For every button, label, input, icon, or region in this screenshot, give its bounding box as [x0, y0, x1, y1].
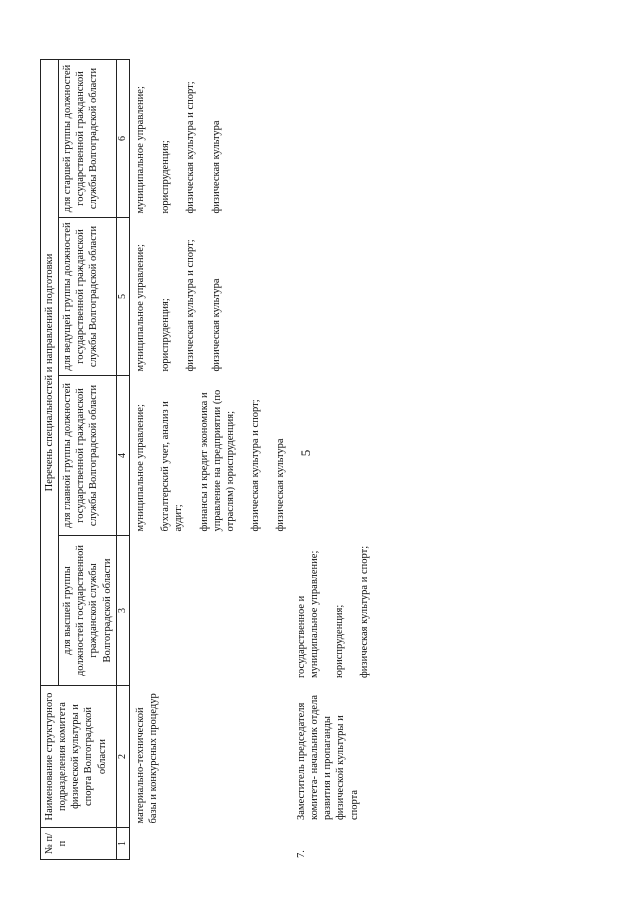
list-item: физическая культура — [210, 120, 222, 214]
list-item: юриспруденция; — [160, 140, 172, 214]
column-number: 4 — [116, 376, 130, 536]
column-number: 2 — [116, 686, 130, 828]
cell-num — [130, 828, 307, 860]
list-item: физическая культура — [275, 438, 286, 532]
header-col5: для ведущей группы должностей государственной гражданской службы Волгоградской области — [59, 218, 117, 376]
page-number: 5 — [298, 449, 313, 457]
cell-col6 — [130, 59, 307, 217]
column-number: 1 — [116, 828, 130, 860]
cell-num: 7. — [296, 850, 307, 858]
list-item: муниципальное управление; — [135, 404, 147, 532]
list-item: юриспруденция; — [334, 604, 346, 678]
cell-unit-name: Заместитель председателя комитета- начальник отдела развития и пропаганды физической культуры и спорта — [296, 695, 360, 820]
cell-col3 — [130, 536, 307, 686]
list-item: муниципальное управление; — [135, 244, 147, 372]
column-number: 5 — [116, 218, 130, 376]
list-item: физическая культура и спорт; — [185, 81, 197, 214]
list-item: муниципальное управление; — [135, 86, 147, 214]
header-unit-name: Наименование структурного подразделения комитета физической культуры и спорта Волгоградской области — [41, 686, 117, 828]
header-row-top — [41, 59, 59, 859]
column-number-row — [116, 59, 130, 859]
list-item: физическая культура и спорт; — [249, 399, 261, 532]
list-item: физическая культура и спорт; — [185, 239, 197, 372]
list-item: юриспруденция; — [160, 298, 172, 372]
cell-col3 — [295, 538, 384, 678]
header-num: № п/п — [41, 828, 117, 860]
list-item: бухгалтерский учет, анализ и аудит; — [160, 401, 185, 532]
staff-qualification-table — [40, 59, 306, 860]
list-item: финансы и кредит экономика и управление на предприятии (по отраслям) юриспруденция; — [198, 389, 236, 532]
header-col6: для старшей группы должностей государственной гражданской службы Волгоградской области — [59, 59, 117, 217]
column-number: 3 — [116, 536, 130, 686]
cell-col4 — [130, 376, 307, 536]
cell-unit-name: материально-технической базы и конкурсных процедур — [135, 693, 160, 824]
header-col4: для главной группы должностей государственной гражданской службы Волгоградской области — [59, 376, 117, 536]
list-item: физическая культура и спорт; — [359, 545, 371, 678]
list-item: физическая культура — [210, 278, 222, 372]
table-row — [130, 59, 307, 859]
list-item: государственное и муниципальное управление; — [296, 550, 321, 678]
header-group: Перечень специальностей и направлений подготовки — [41, 59, 59, 685]
header-col3: для высшей группы должностей государственной гражданской службы Волгоградской области — [59, 536, 117, 686]
column-number: 6 — [116, 59, 130, 217]
rotated-page-content — [40, 60, 600, 860]
cell-col5 — [130, 218, 307, 376]
